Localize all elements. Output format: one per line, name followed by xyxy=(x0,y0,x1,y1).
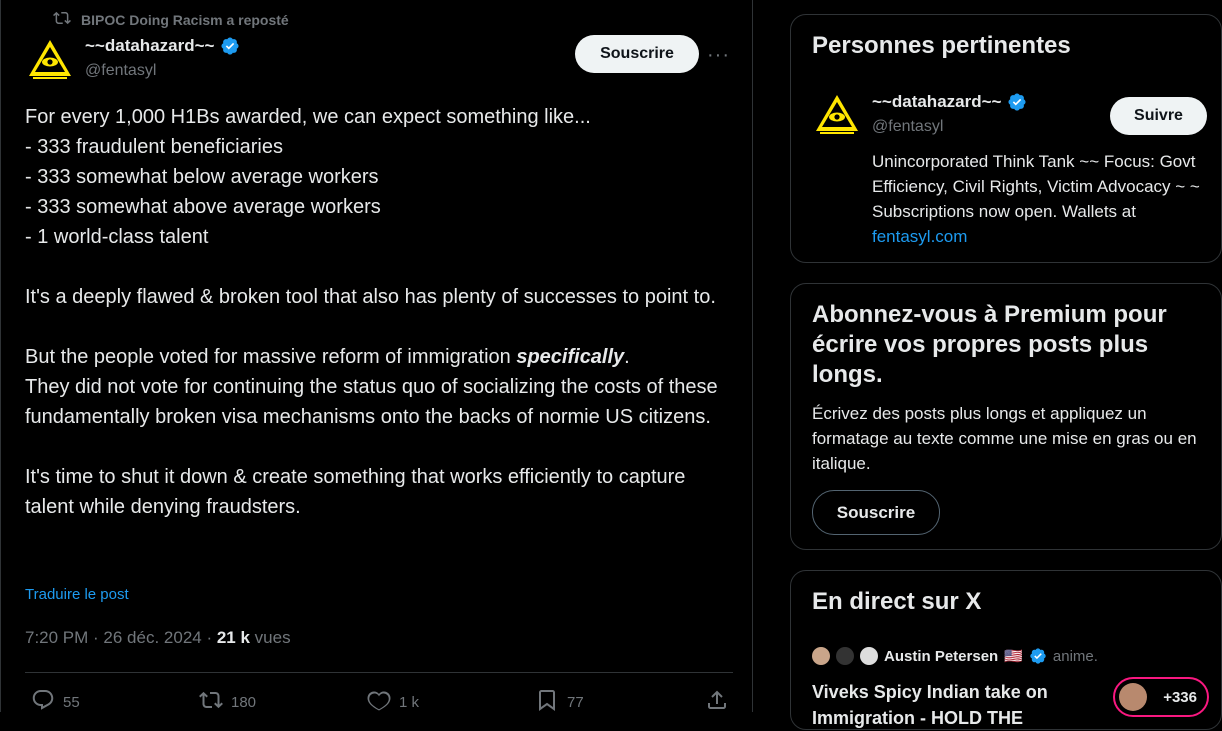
heart-icon xyxy=(367,688,391,716)
participant-avatar xyxy=(860,647,878,665)
premium-subscribe-button[interactable]: Souscrire xyxy=(812,490,940,535)
hazard-logo-icon xyxy=(25,34,75,84)
repost-button[interactable] xyxy=(199,688,367,716)
participant-avatar xyxy=(836,647,854,665)
hazard-logo-icon xyxy=(812,89,862,139)
verified-badge-icon[interactable] xyxy=(220,36,240,56)
tweet-emphasis: specifically xyxy=(516,346,625,368)
divider xyxy=(25,672,733,673)
tweet-paragraph: For every 1,000 H1Bs awarded, we can expect something like... - 333 fraudulent beneficiaries - 333 somewhat below average workers - 333 somewhat above average workers - 1 world-class talent xyxy=(25,106,591,248)
us-flag-icon: 🇺🇸 xyxy=(1004,648,1023,665)
relevant-avatar[interactable] xyxy=(812,89,862,139)
live-card xyxy=(790,570,1222,730)
share-button[interactable] xyxy=(705,688,729,716)
views-count: 21 k xyxy=(216,628,250,647)
follow-button[interactable]: Suivre xyxy=(1110,97,1207,135)
relevant-user-bio xyxy=(872,149,1212,249)
tweet-paragraph xyxy=(25,342,737,372)
repost-count: 180 xyxy=(231,693,257,711)
live-headline[interactable]: Viveks Spicy Indian take on Immigration - HOLD THE xyxy=(812,682,1048,728)
tweet-paragraph: They did not vote for continuing the status quo of socializing the costs of these fundamentally broken visa mechanisms onto the backs of normie US citizens. xyxy=(25,376,724,428)
views-label: vues xyxy=(249,628,291,647)
participant-avatar xyxy=(812,647,830,665)
relevant-user-handle[interactable]: @fentasyl xyxy=(872,118,944,135)
author-name[interactable]: ~~datahazard~~ xyxy=(85,36,215,55)
tweet-timestamp[interactable]: 7:20 PM · 26 déc. 2024 · xyxy=(25,628,217,647)
tweet-meta xyxy=(25,628,291,648)
tweet-paragraph: It's a deeply flawed & broken tool that also has plenty of successes to point to. xyxy=(25,286,716,308)
verified-badge-icon xyxy=(1007,92,1027,112)
tweet-paragraph: It's time to shut it down & create something that works efficiently to capture talent while denying fraudsters. xyxy=(25,466,691,518)
relevant-user-info xyxy=(872,92,1027,136)
bookmark-icon xyxy=(535,688,559,716)
like-count: 1 k xyxy=(399,693,420,711)
like-button[interactable] xyxy=(367,688,535,716)
bio-text: Unincorporated Think Tank ~~ Focus: Govt Efficiency, Civil Rights, Victim Advocacy ~ ~ Subscriptions now open. Wallets at xyxy=(872,152,1200,221)
repost-icon xyxy=(199,688,223,716)
premium-title: Abonnez-vous à Premium pour écrire vos propres posts plus longs. xyxy=(812,301,1167,388)
tweet-body xyxy=(25,102,737,522)
relevant-people-title: Personnes pertinentes xyxy=(812,32,1071,59)
live-listeners-badge[interactable] xyxy=(1113,677,1209,717)
relevant-people-card xyxy=(790,14,1222,263)
share-icon xyxy=(705,688,729,716)
verified-badge-icon xyxy=(1029,647,1047,665)
live-host-name: Austin Petersen xyxy=(884,647,999,665)
bio-link[interactable]: fentasyl.com xyxy=(872,227,968,246)
listener-avatar xyxy=(1119,683,1147,711)
author-avatar[interactable] xyxy=(25,34,75,84)
author-block xyxy=(85,36,240,80)
repost-icon xyxy=(53,9,71,30)
premium-description: Écrivez des posts plus longs et appliquez un formatage au texte comme une mise en gras ou en italique. xyxy=(812,404,1197,473)
live-title: En direct sur X xyxy=(812,588,982,615)
bookmark-button[interactable] xyxy=(535,688,705,716)
tweet-text-segment: . xyxy=(624,346,630,368)
premium-card xyxy=(790,283,1222,550)
translate-post-link[interactable]: Traduire le post xyxy=(25,586,129,603)
listener-count: +336 xyxy=(1163,688,1197,706)
bookmark-count: 77 xyxy=(567,693,584,711)
repost-text: BIPOC Doing Racism a reposté xyxy=(81,11,289,28)
repost-indicator[interactable] xyxy=(53,9,289,30)
relevant-user-name[interactable]: ~~datahazard~~ xyxy=(872,92,1002,111)
live-host-suffix: anime. xyxy=(1052,647,1098,665)
reply-count: 55 xyxy=(63,693,80,711)
more-options-icon[interactable]: ··· xyxy=(707,44,730,66)
tweet-text-segment: But the people voted for massive reform of immigration xyxy=(25,346,517,368)
subscribe-button[interactable]: Souscrire xyxy=(575,35,699,73)
live-host-row[interactable] xyxy=(812,647,1098,665)
reply-icon xyxy=(31,688,55,716)
author-handle[interactable]: @fentasyl xyxy=(85,62,157,79)
reply-button[interactable] xyxy=(31,688,199,716)
action-bar xyxy=(31,688,731,716)
